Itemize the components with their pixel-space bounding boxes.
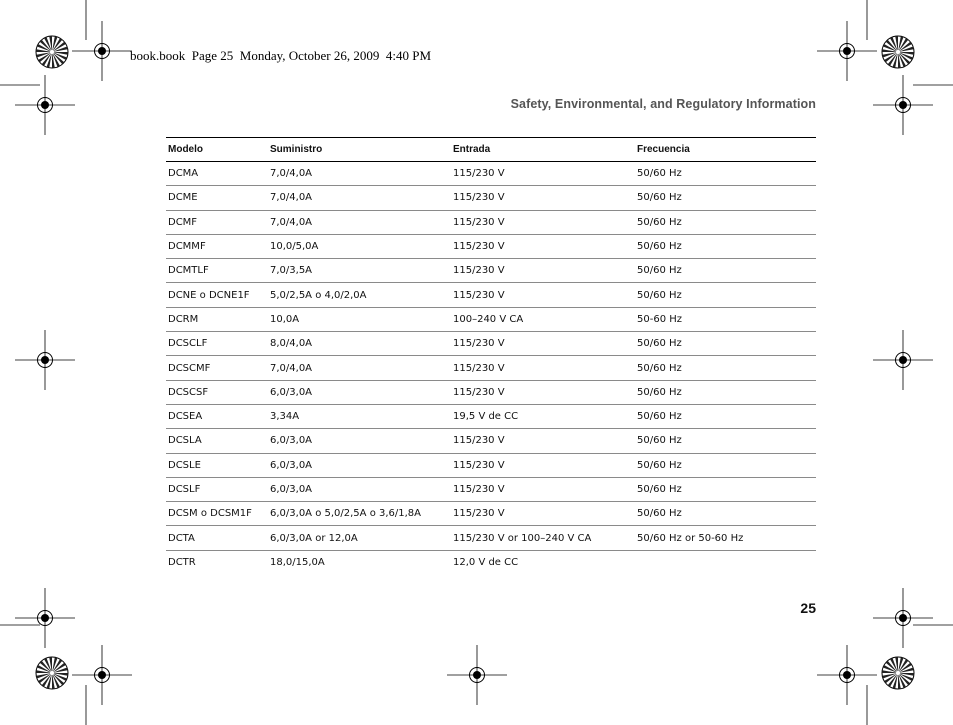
registration-mark-icon	[873, 75, 933, 135]
table-cell: 115/230 V	[453, 168, 505, 180]
starburst-icon	[882, 657, 914, 689]
table-cell: DCSCSF	[168, 386, 209, 398]
table-cell: 115/230 V	[453, 289, 505, 301]
page-number: 25	[800, 600, 816, 616]
table-cell: 50/60 Hz	[637, 411, 682, 423]
table-cell: 50/60 Hz	[637, 435, 682, 447]
registration-mark-icon	[873, 588, 933, 648]
table-row	[166, 526, 816, 550]
table-cell: 6,0/3,0A	[270, 435, 313, 447]
table-cell: DCSM o DCSM1F	[168, 508, 252, 520]
table-cell: 115/230 V	[453, 459, 505, 471]
table-cell: DCMF	[168, 216, 198, 228]
table-cell: DCTR	[168, 556, 196, 568]
running-head: Safety, Environmental, and Regulatory Information	[510, 97, 816, 111]
table-cell: 50/60 Hz	[637, 265, 682, 277]
table-cell: 12,0 V de CC	[453, 556, 519, 568]
table-row	[166, 453, 816, 477]
table-row	[166, 162, 816, 186]
table-row	[166, 307, 816, 331]
registration-mark-icon	[15, 75, 75, 135]
table-cell: 115/230 V	[453, 338, 505, 350]
table-cell: 115/230 V	[453, 484, 505, 495]
table-cell: DCSLF	[168, 484, 201, 495]
table-cell: 6,0/3,0A or 12,0A	[270, 532, 358, 544]
table-cell: DCSEA	[168, 411, 203, 423]
column-header: Modelo	[166, 138, 268, 162]
table-cell: 50/60 Hz or 50-60 Hz	[637, 532, 744, 544]
starburst-icon	[36, 36, 68, 68]
table-cell: 115/230 V	[453, 192, 505, 204]
table-cell: 7,0/4,0A	[270, 216, 313, 228]
table-cell: 50/60 Hz	[637, 459, 682, 471]
starburst-icon	[882, 36, 914, 68]
registration-mark-icon	[817, 645, 877, 705]
table-cell: 6,0/3,0A	[270, 459, 313, 471]
table-cell: DCRM	[168, 313, 199, 325]
table-cell: 115/230 V	[453, 362, 505, 374]
registration-mark-icon	[873, 330, 933, 390]
table-row	[166, 502, 816, 526]
table-cell: 10,0A	[270, 313, 300, 325]
table-cell: DCSCLF	[168, 338, 208, 350]
table-cell: 50/60 Hz	[637, 289, 682, 301]
specs-table	[166, 137, 816, 574]
table-header-row	[166, 138, 816, 162]
table-cell: 50/60 Hz	[637, 168, 682, 180]
table-row	[166, 429, 816, 453]
table-cell: 50-60 Hz	[637, 313, 683, 325]
table-cell: 115/230 V or 100–240 V CA	[453, 532, 592, 544]
table-cell: 5,0/2,5A o 4,0/2,0A	[270, 289, 367, 301]
table-cell: DCMMF	[168, 241, 206, 253]
table-row	[166, 283, 816, 307]
slug-line: book.book Page 25 Monday, October 26, 2009 4:40 PM	[130, 48, 432, 63]
table-row	[166, 234, 816, 258]
table-cell: 115/230 V	[453, 265, 505, 277]
table-row	[166, 477, 816, 501]
table-cell: 10,0/5,0A	[270, 241, 319, 253]
table-cell: 7,0/3,5A	[270, 265, 313, 277]
table-cell: 8,0/4,0A	[270, 338, 313, 350]
registration-mark-icon	[447, 645, 507, 705]
table-cell: 115/230 V	[453, 435, 505, 447]
registration-mark-icon	[15, 588, 75, 648]
table-body	[166, 162, 816, 575]
table-cell: 6,0/3,0A o 5,0/2,5A o 3,6/1,8A	[270, 508, 422, 520]
table-row	[166, 332, 816, 356]
table-cell: 50/60 Hz	[637, 484, 682, 495]
registration-mark-icon	[817, 21, 877, 81]
table-cell	[635, 550, 816, 574]
column-header: Entrada	[451, 138, 635, 162]
table-cell: 19,5 V de CC	[453, 411, 519, 423]
table-cell: 115/230 V	[453, 216, 505, 228]
starburst-icon	[36, 657, 68, 689]
table-cell: 50/60 Hz	[637, 216, 682, 228]
table-cell: 7,0/4,0A	[270, 168, 313, 180]
table-cell: 7,0/4,0A	[270, 362, 313, 374]
column-header: Frecuencia	[635, 138, 816, 162]
table-cell: 50/60 Hz	[637, 508, 682, 520]
table-cell: 50/60 Hz	[637, 362, 682, 374]
table-cell: 7,0/4,0A	[270, 192, 313, 204]
table-row	[166, 259, 816, 283]
column-header: Suministro	[268, 138, 451, 162]
table-cell: 50/60 Hz	[637, 192, 682, 204]
table-cell: DCMA	[168, 168, 199, 180]
table-row	[166, 550, 816, 574]
table-cell: DCME	[168, 192, 198, 204]
table-cell: 6,0/3,0A	[270, 386, 313, 398]
table-row	[166, 186, 816, 210]
table-cell: DCMTLF	[168, 265, 209, 277]
registration-mark-icon	[72, 21, 132, 81]
table-cell: DCTA	[168, 532, 195, 544]
table-cell: 50/60 Hz	[637, 338, 682, 350]
table-cell: 6,0/3,0A	[270, 484, 313, 495]
table-cell: 100–240 V CA	[453, 313, 524, 325]
table-cell: 3,34A	[270, 411, 300, 423]
table-cell: 18,0/15,0A	[270, 556, 325, 568]
registration-mark-icon	[15, 330, 75, 390]
table-cell: 115/230 V	[453, 386, 505, 398]
registration-mark-icon	[72, 645, 132, 705]
table-cell: DCSLA	[168, 435, 202, 447]
table-cell: DCSCMF	[168, 362, 211, 374]
table-row	[166, 404, 816, 428]
table-row	[166, 380, 816, 404]
table-row	[166, 210, 816, 234]
table-cell: DCNE o DCNE1F	[168, 289, 250, 301]
table-cell: 115/230 V	[453, 241, 505, 253]
table-row	[166, 356, 816, 380]
table-cell: 115/230 V	[453, 508, 505, 520]
table-cell: 50/60 Hz	[637, 241, 682, 253]
table-cell: DCSLE	[168, 459, 201, 471]
table-cell: 50/60 Hz	[637, 386, 682, 398]
